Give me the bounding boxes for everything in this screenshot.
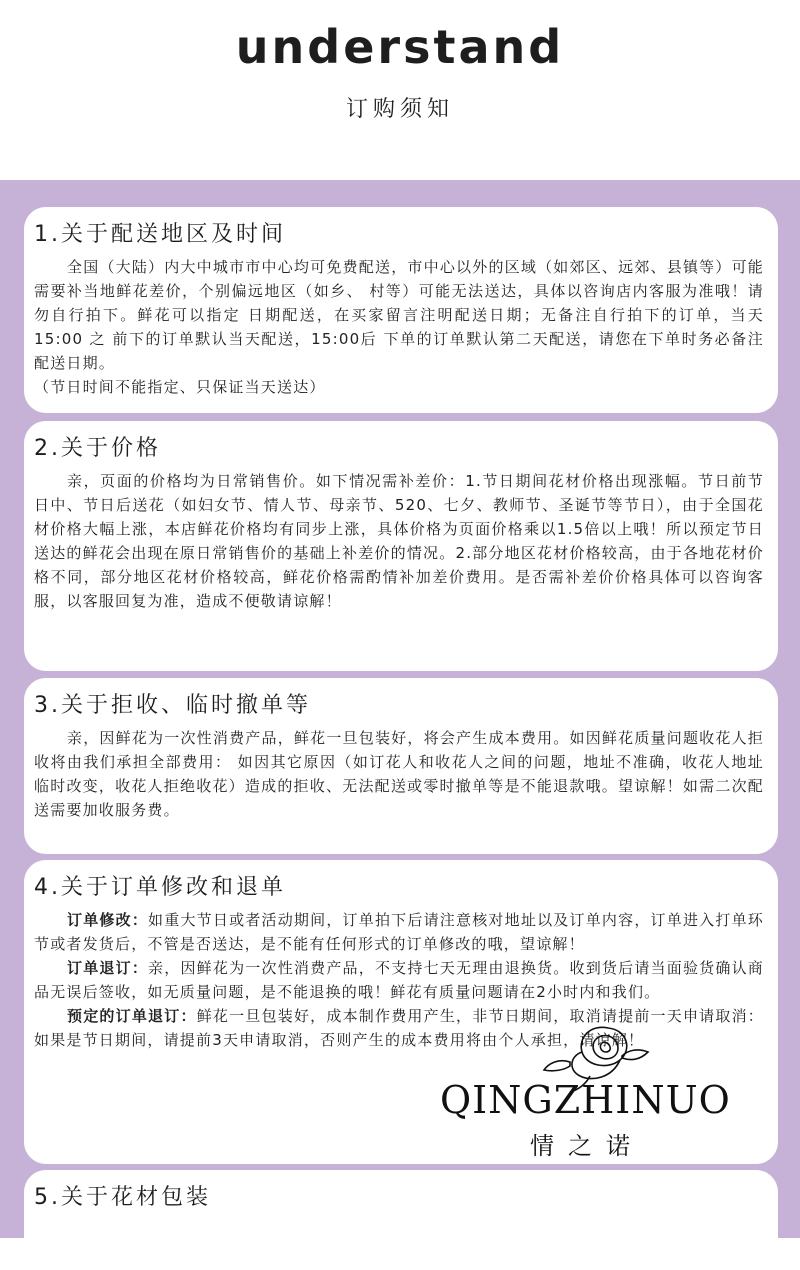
order-modify-label: 订单修改： <box>67 911 149 929</box>
brand-name-chinese: 情之诺 <box>530 1132 644 1160</box>
section-title: 2.关于价格 <box>34 436 161 461</box>
brand-name-english: QINGZHINUO <box>440 1078 731 1122</box>
section-packaging <box>24 1170 778 1270</box>
preorder-cancel-label: 预定的订单退订： <box>67 1007 197 1025</box>
section-text: 亲，页面的价格均为日常销售价。如下情况需补差价：1.节日期间花材价格出现涨幅。节日前节日中、节日后送花（如妇女节、情人节、母亲节、520、七夕、教师节、圣诞节等节日），由于全国花材价格大幅上涨，本店鲜花价格均有同步上涨，具体价格为页面价格乘以1.5倍以上哦！所以预定节日送达的鲜花会出现在原日常销售价的基础上补差价的情况。2.部分地区花材价格较高，由于各地花材价格不同，部分地区花材价格较高，鲜花价格需酌情补加差价费用。是否需补差价价格具体可以咨询客服，以客服回复为准，造成不便敬请谅解！ <box>34 472 764 610</box>
section-delivery <box>24 207 778 413</box>
section-title: 4.关于订单修改和退单 <box>34 875 286 900</box>
section-title: 1.关于配送地区及时间 <box>34 222 286 247</box>
order-cancel-label: 订单退订： <box>67 959 149 977</box>
section-note: （节日时间不能指定、只保证当天送达） <box>34 378 326 396</box>
section-order-change <box>24 860 778 1164</box>
page-title-english: understand <box>235 20 565 74</box>
preorder-cancel-text <box>34 1004 764 1052</box>
section-title: 3.关于拒收、临时撤单等 <box>34 693 311 718</box>
section-text: 全国（大陆）内大中城市市中心均可免费配送，市中心以外的区域（如郊区、远郊、县镇等）可能需要补当地鲜花差价，个别偏远地区（如乡、 村等）可能无法送达，具体以咨询店内客服为准哦！请勿自行拍下。鲜花可以指定 日期配送，在买家留言注明配送日期；无备注自行拍下的订单，当天15:00 之 前下的订单默认当天配送，15:00后 下单的订单默认第二天配送，请您在下单时务必备注配送日期。 <box>34 258 764 372</box>
order-modify-body: 如重大节日或者活动期间，订单拍下后请注意核对地址以及订单内容，订单进入打单环节或者发货后，不管是否送达，是不能有任何形式的订单修改的哦，望谅解！ <box>34 911 764 953</box>
page-header <box>0 0 800 180</box>
page-title-chinese: 订购须知 <box>345 97 454 122</box>
preorder-cancel-body: 鲜花一旦包装好，成本制作费用产生，非节日期间，取消请提前一天申请取消： 如果是节日期间，请提前3天申请取消，否则产生的成本费用将由个人承担，请谅解！ <box>34 1007 764 1049</box>
order-modify-text <box>34 908 764 956</box>
section-title: 5.关于花材包装 <box>34 1185 211 1210</box>
section-refusal <box>24 678 778 854</box>
order-cancel-body: 亲，因鲜花为一次性消费产品，不支持七天无理由退换货。收到货后请当面验货确认商品无误后签收，如无质量问题，是不能退换的哦！鲜花有质量问题请在2小时内和我们。 <box>34 959 764 1001</box>
section-price <box>24 421 778 671</box>
order-cancel-text <box>34 956 764 1004</box>
section-text: 亲，因鲜花为一次性消费产品，鲜花一旦包装好，将会产生成本费用。如因鲜花质量问题收花人拒收将由我们承担全部费用： 如因其它原因（如订花人和收花人之间的问题，地址不准确，收花人地址临时改变，收花人拒绝收花）造成的拒收、无法配送或零时撤单等是不能退款哦。望谅解！如需二次配送需要加收服务费。 <box>34 729 764 819</box>
